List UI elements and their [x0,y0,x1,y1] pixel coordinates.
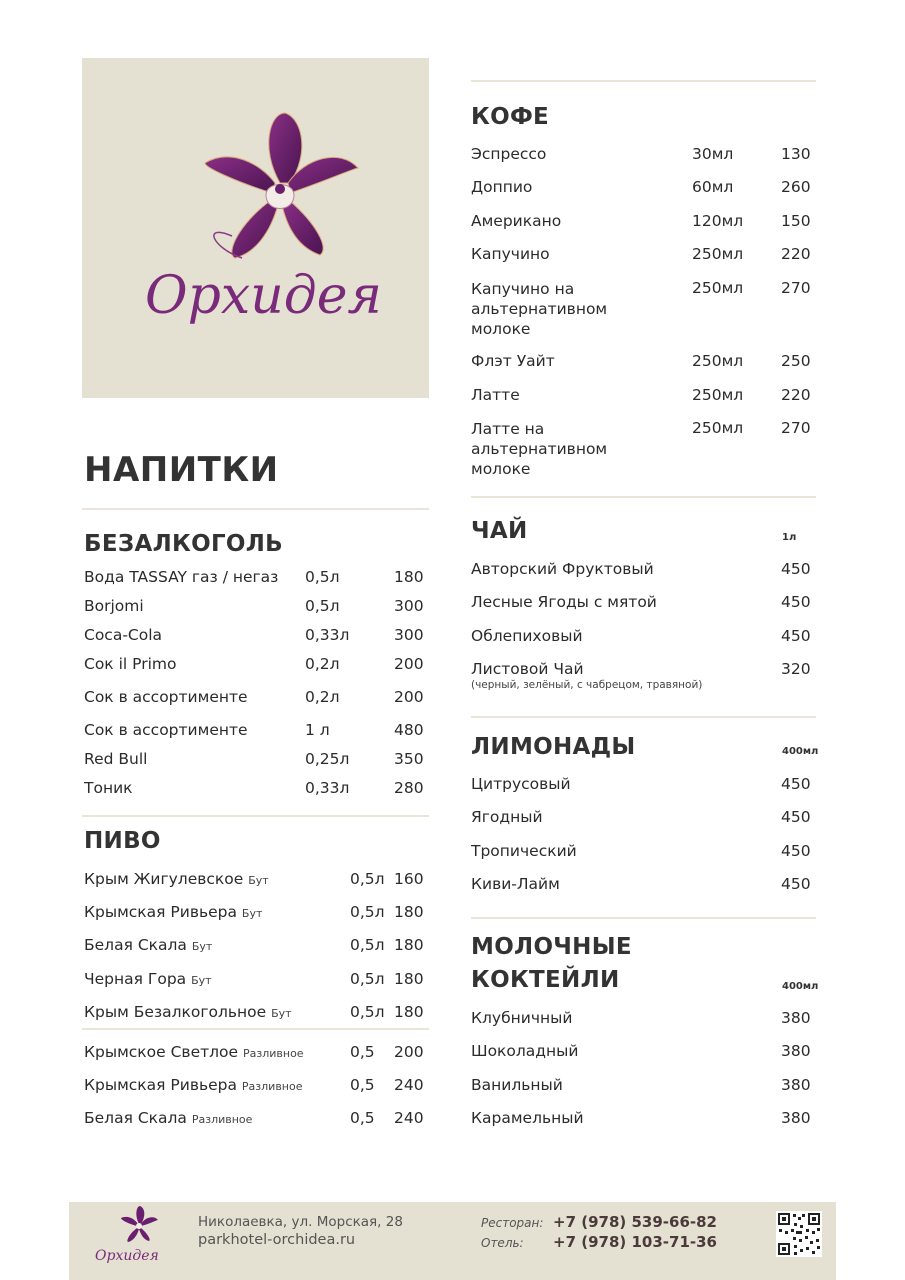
footer-website[interactable]: parkhotel-orchidea.ru [198,1232,356,1248]
lemonades-unit: 400мл [782,746,819,757]
section-title-shakes-line2: КОКТЕЙЛИ [471,967,620,993]
section-title-tea: ЧАЙ [471,518,528,544]
divider [471,716,816,718]
orchid-logo-icon [82,58,429,398]
footer-hotel-label: Отель: [481,1236,524,1250]
divider [471,496,816,498]
divider [471,917,816,919]
page-title: НАПИТКИ [84,450,279,490]
section-title-shakes-line1: МОЛОЧНЫЕ [471,934,632,960]
divider [82,1028,429,1030]
shakes-unit: 400мл [782,981,819,992]
footer-restaurant-phone[interactable]: +7 (978) 539-66-82 [553,1213,717,1231]
footer-restaurant-label: Ресторан: [481,1216,544,1230]
footer-orchid-logo-icon [89,1204,179,1274]
divider [82,508,429,510]
divider [82,815,429,817]
qr-code-icon[interactable] [776,1211,822,1257]
divider [471,80,816,82]
tea-unit: 1л [782,532,797,543]
section-title-nonalc: БЕЗАЛКОГОЛЬ [84,531,283,557]
footer-logo-wordmark: Орхидея [95,1248,159,1264]
logo-wordmark: Орхидея [145,266,382,326]
logo-panel [82,58,429,398]
section-title-lemonades: ЛИМОНАДЫ [471,734,636,760]
footer-hotel-phone[interactable]: +7 (978) 103-71-36 [553,1233,717,1251]
footer-address: Николаевка, ул. Морская, 28 [198,1214,403,1230]
footer [69,1202,836,1280]
section-title-beer: ПИВО [84,828,161,854]
section-title-coffee: КОФЕ [471,104,550,130]
tea-note: (черный, зелёный, с чабрецом, травяной) [471,679,703,691]
